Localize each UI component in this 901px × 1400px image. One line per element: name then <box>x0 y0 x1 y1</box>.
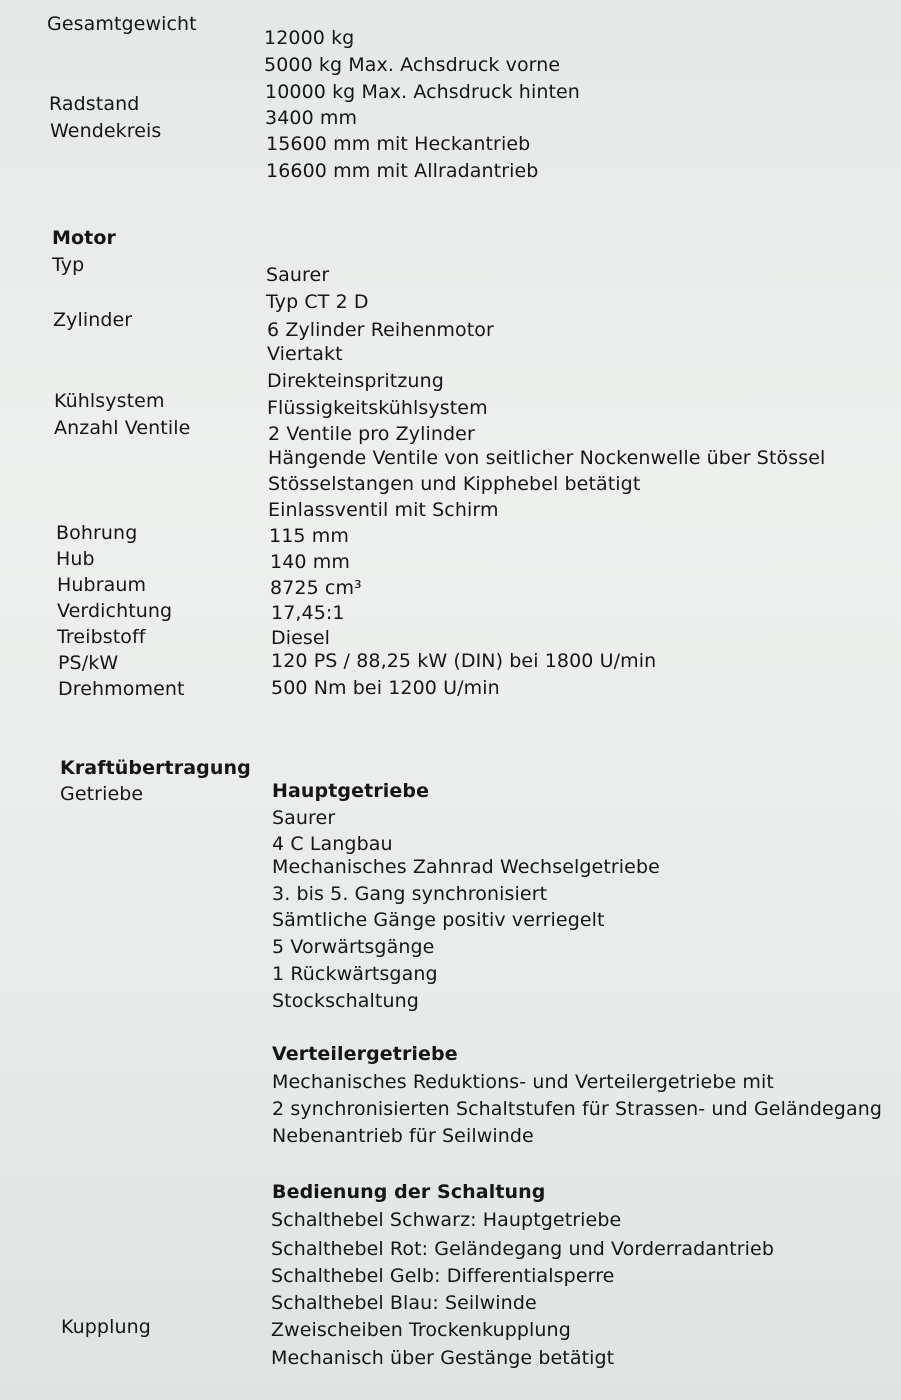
value-kupplung-bauart: Zweischeiben Trockenkupplung <box>271 1319 571 1341</box>
value-ventile-einlass: Einlassventil mit Schirm <box>268 499 499 521</box>
label-kupplung: Kupplung <box>61 1316 151 1338</box>
value-hauptgetriebe-vorwaerts: 5 Vorwärtsgänge <box>272 936 435 958</box>
value-hauptgetriebe-bauart: Mechanisches Zahnrad Wechselgetriebe <box>272 856 660 878</box>
value-zylinder-viertakt: Viertakt <box>267 343 343 365</box>
value-bedienung-blau: Schalthebel Blau: Seilwinde <box>271 1292 537 1314</box>
section-heading-kraftuebertragung: Kraftübertragung <box>60 757 251 779</box>
subheading-bedienung: Bedienung der Schaltung <box>272 1181 546 1203</box>
value-achsdruck-vorne: 5000 kg Max. Achsdruck vorne <box>264 54 561 76</box>
value-ventile-betaetigung: Stösselstangen und Kipphebel betätigt <box>268 473 641 495</box>
label-zylinder: Zylinder <box>53 309 133 331</box>
label-ps-kw: PS/kW <box>58 652 119 674</box>
subheading-verteilergetriebe: Verteilergetriebe <box>272 1043 458 1065</box>
value-treibstoff: Diesel <box>271 627 331 649</box>
value-radstand: 3400 mm <box>265 107 358 129</box>
value-verdichtung: 17,45:1 <box>271 602 345 624</box>
label-anzahl-ventile: Anzahl Ventile <box>54 417 191 439</box>
label-getriebe: Getriebe <box>60 783 144 805</box>
value-bedienung-schwarz: Schalthebel Schwarz: Hauptgetriebe <box>271 1209 622 1231</box>
value-verteilergetriebe-0: Mechanisches Reduktions- und Verteilergetriebe mit <box>272 1071 774 1093</box>
label-drehmoment: Drehmoment <box>58 678 185 700</box>
value-hauptgetriebe-verriegelt: Sämtliche Gänge positiv verriegelt <box>272 909 605 931</box>
label-radstand: Radstand <box>49 93 140 115</box>
value-kupplung-betaetigung: Mechanisch über Gestänge betätigt <box>271 1347 615 1369</box>
value-zylinder-einspritzung: Direkteinspritzung <box>267 370 444 392</box>
value-achsdruck-hinten: 10000 kg Max. Achsdruck hinten <box>265 81 580 103</box>
label-kuehlsystem: Kühlsystem <box>54 390 165 412</box>
value-gesamtgewicht: 12000 kg <box>264 27 355 49</box>
value-bedienung-rot: Schalthebel Rot: Geländegang und Vorderradantrieb <box>271 1238 774 1260</box>
value-typ-hersteller: Saurer <box>266 264 330 286</box>
value-verteilergetriebe-1: 2 synchronisierten Schaltstufen für Strassen- und Geländegang <box>272 1098 882 1120</box>
value-typ-bezeichnung: Typ CT 2 D <box>266 291 369 313</box>
label-hubraum: Hubraum <box>57 574 147 596</box>
value-hauptgetriebe-typ: 4 C Langbau <box>272 833 393 855</box>
label-hub: Hub <box>56 548 95 570</box>
value-hub: 140 mm <box>270 551 350 573</box>
label-gesamtgewicht: Gesamtgewicht <box>47 13 197 35</box>
label-treibstoff: Treibstoff <box>57 626 146 648</box>
value-bedienung-gelb: Schalthebel Gelb: Differentialsperre <box>271 1265 615 1287</box>
value-hauptgetriebe-hersteller: Saurer <box>272 807 336 829</box>
value-hubraum: 8725 cm³ <box>270 577 362 599</box>
label-bohrung: Bohrung <box>56 522 138 544</box>
value-ventile-anzahl: 2 Ventile pro Zylinder <box>268 423 475 445</box>
label-typ: Typ <box>52 254 85 276</box>
label-verdichtung: Verdichtung <box>57 600 173 622</box>
subheading-hauptgetriebe: Hauptgetriebe <box>272 780 430 802</box>
value-zylinder-reihenmotor: 6 Zylinder Reihenmotor <box>267 319 494 341</box>
value-wendekreis-allrad: 16600 mm mit Allradantrieb <box>266 160 539 182</box>
value-drehmoment: 500 Nm bei 1200 U/min <box>271 677 500 699</box>
section-heading-motor: Motor <box>52 227 116 249</box>
value-hauptgetriebe-rueckwaerts: 1 Rückwärtsgang <box>272 963 438 985</box>
value-ventile-anordnung: Hängende Ventile von seitlicher Nockenwelle über Stössel <box>268 447 826 469</box>
value-verteilergetriebe-2: Nebenantrieb für Seilwinde <box>272 1125 534 1147</box>
label-wendekreis: Wendekreis <box>50 120 162 142</box>
value-ps-kw: 120 PS / 88,25 kW (DIN) bei 1800 U/min <box>271 650 657 672</box>
value-hauptgetriebe-schaltung: Stockschaltung <box>272 990 419 1012</box>
value-hauptgetriebe-synchron: 3. bis 5. Gang synchronisiert <box>272 883 548 905</box>
value-bohrung: 115 mm <box>269 525 349 547</box>
value-wendekreis-heck: 15600 mm mit Heckantrieb <box>266 133 531 155</box>
value-kuehlsystem: Flüssigkeitskühlsystem <box>267 397 488 419</box>
